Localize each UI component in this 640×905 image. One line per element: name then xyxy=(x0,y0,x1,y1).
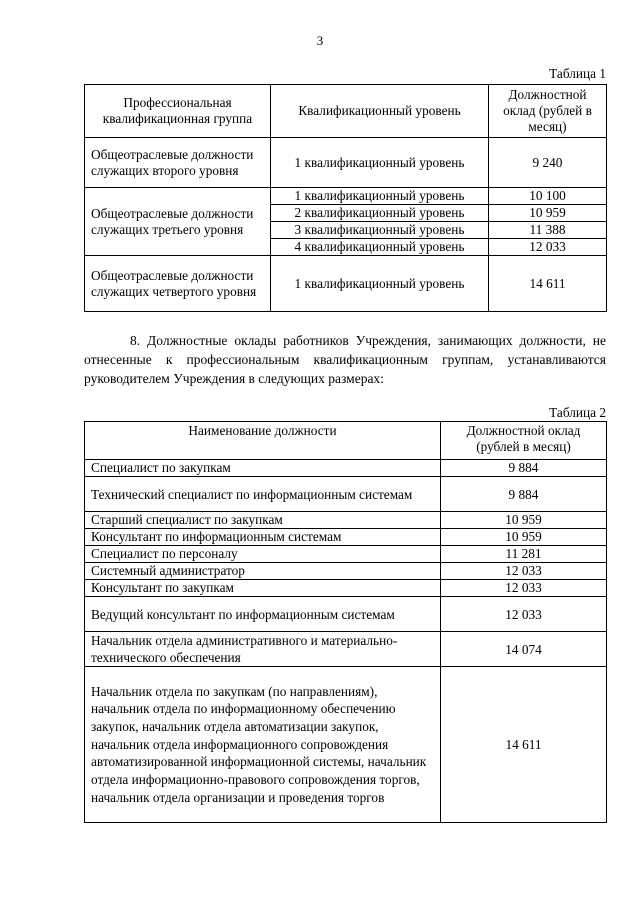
salary-value: 14 074 xyxy=(441,632,607,667)
qualification-level: 1 квалификационный уровень xyxy=(271,188,489,205)
position-name: Старший специалист по закупкам xyxy=(85,512,441,529)
position-name: Консультант по закупкам xyxy=(85,580,441,597)
page-number: 3 xyxy=(316,33,324,48)
salary-value: 11 281 xyxy=(441,546,607,563)
salary-value: 11 388 xyxy=(489,222,607,239)
table-row xyxy=(85,667,607,823)
table2-caption: Таблица 2 xyxy=(549,405,606,420)
table-row xyxy=(85,138,607,188)
header-salary: Должностной оклад (рублей в месяц) xyxy=(441,422,607,460)
position-name: Начальник отдела административного и материально- технического обеспечения xyxy=(85,632,441,667)
position-name: Ведущий консультант по информационным системам xyxy=(85,597,441,632)
salary-value: 12 033 xyxy=(441,563,607,580)
salary-value: 12 033 xyxy=(489,239,607,256)
salary-value: 10 959 xyxy=(489,205,607,222)
position-name: Консультант по информационным системам xyxy=(85,529,441,546)
table-row xyxy=(85,597,607,632)
table-row xyxy=(85,256,607,312)
qualification-level: 2 квалификационный уровень xyxy=(271,205,489,222)
header-position: Наименование должности xyxy=(85,422,441,460)
group-name: Общеотраслевые должности служащих четвертого уровня xyxy=(85,256,271,312)
paragraph-text: 8. Должностные оклады работников Учреждения, занимающих должности, не отнесенные к профессиональным квалификационным группам, устанавливаются руководителем Учреждения в следующих размерах: xyxy=(84,333,606,386)
position-name: Технический специалист по информационным системам xyxy=(85,477,441,512)
table-row xyxy=(85,546,607,563)
header-salary: Должностной оклад (рублей в месяц) xyxy=(489,85,607,138)
qualification-level: 1 квалификационный уровень xyxy=(271,256,489,312)
header-group: Профессиональная квалификационная группа xyxy=(85,85,271,138)
salary-value: 9 884 xyxy=(441,460,607,477)
table-row xyxy=(85,188,607,205)
table-row xyxy=(85,580,607,597)
salary-value: 12 033 xyxy=(441,597,607,632)
table-row xyxy=(85,512,607,529)
header-level: Квалификационный уровень xyxy=(271,85,489,138)
table-row xyxy=(85,460,607,477)
qualification-groups-table xyxy=(84,84,607,312)
salary-value: 12 033 xyxy=(441,580,607,597)
salary-value: 10 959 xyxy=(441,529,607,546)
paragraph-8 xyxy=(84,331,606,388)
table-row xyxy=(85,477,607,512)
group-name: Общеотраслевые должности служащих второго уровня xyxy=(85,138,271,188)
group-name: Общеотраслевые должности служащих третьего уровня xyxy=(85,188,271,256)
position-name: Системный администратор xyxy=(85,563,441,580)
position-name: Начальник отдела по закупкам (по направлениям), начальник отдела по информационному обеспечению закупок, начальник отдела автоматизации закупок, начальник отдела информационного сопровождения автоматизированной информационной системы, начальник отдела информационно-правового сопровождения торгов, начальник отдела организации и проведения торгов xyxy=(85,667,441,823)
table-row xyxy=(85,529,607,546)
salary-value: 10 959 xyxy=(441,512,607,529)
position-name: Специалист по персоналу xyxy=(85,546,441,563)
table1-caption: Таблица 1 xyxy=(549,66,606,81)
salary-value: 14 611 xyxy=(441,667,607,823)
table-header-row xyxy=(85,85,607,138)
qualification-level: 1 квалификационный уровень xyxy=(271,138,489,188)
qualification-level: 3 квалификационный уровень xyxy=(271,222,489,239)
table-header-row xyxy=(85,422,607,460)
salary-value: 10 100 xyxy=(489,188,607,205)
salary-value: 9 884 xyxy=(441,477,607,512)
salary-value: 14 611 xyxy=(489,256,607,312)
position-name: Специалист по закупкам xyxy=(85,460,441,477)
table-row xyxy=(85,563,607,580)
table-row xyxy=(85,632,607,667)
qualification-level: 4 квалификационный уровень xyxy=(271,239,489,256)
positions-salary-table xyxy=(84,421,607,823)
salary-value: 9 240 xyxy=(489,138,607,188)
